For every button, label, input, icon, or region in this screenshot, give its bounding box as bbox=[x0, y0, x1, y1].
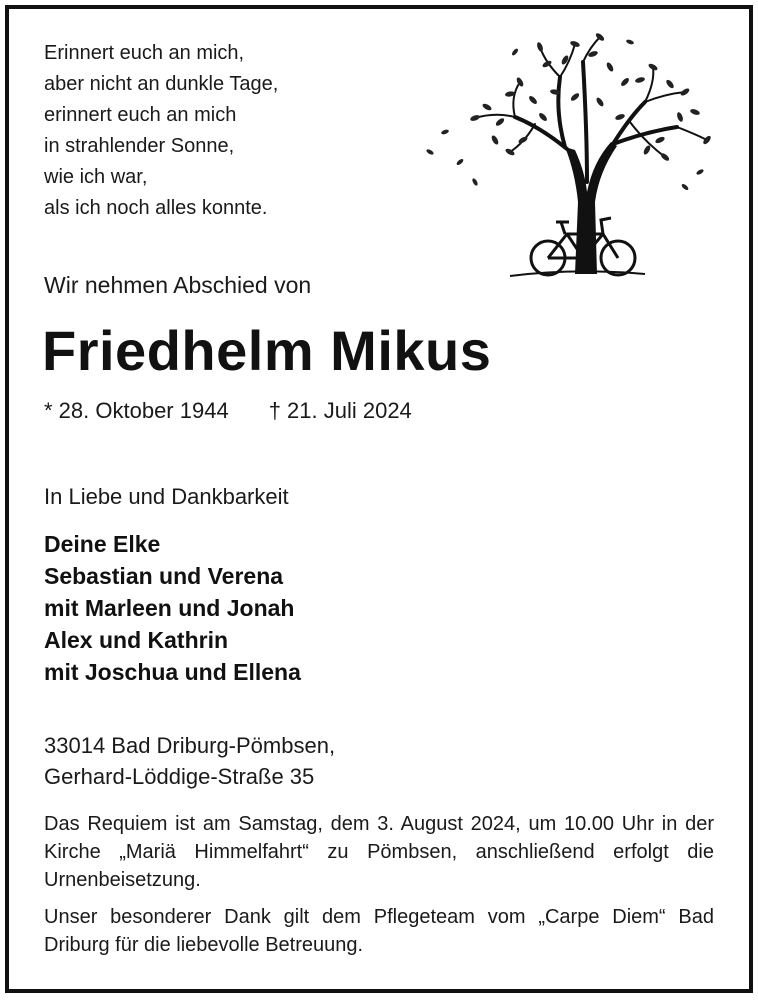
poem-line: in strahlender Sonne, bbox=[44, 135, 235, 157]
poem-line: aber nicht an dunkle Tage, bbox=[44, 73, 279, 95]
life-dates bbox=[44, 398, 412, 424]
thanks-paragraph: Unser besonderer Dank gilt dem Pflegeteam vom „Carpe Diem“ Bad Driburg für die liebevolle Betreuung. bbox=[44, 906, 714, 956]
mourner-line: Sebastian und Verena bbox=[44, 563, 284, 589]
death-date: † 21. Juli 2024 bbox=[268, 398, 412, 423]
farewell-intro: Wir nehmen Abschied von bbox=[44, 272, 312, 298]
love-line: In Liebe und Dankbarkeit bbox=[44, 484, 289, 509]
mourner-line: Deine Elke bbox=[44, 531, 161, 557]
deceased-name: Friedhelm Mikus bbox=[42, 319, 492, 382]
mourner-line: mit Marleen und Jonah bbox=[44, 595, 295, 621]
address-line-2: Gerhard-Löddige-Straße 35 bbox=[44, 764, 315, 789]
requiem-paragraph: Das Requiem ist am Samstag, dem 3. August 2024, um 10.00 Uhr in der Kirche „Mariä Himmelfahrt“ zu Pömbsen, anschließend erfolgt die Urnenbeisetzung. bbox=[44, 813, 714, 891]
poem-line: erinnert euch an mich bbox=[44, 104, 237, 126]
address-line-1: 33014 Bad Driburg-Pömbsen, bbox=[44, 733, 336, 758]
tree-with-bicycle-icon bbox=[415, 22, 715, 284]
address bbox=[44, 730, 335, 792]
mourners-list bbox=[44, 528, 301, 688]
poem-line: als ich noch alles konnte. bbox=[44, 197, 268, 219]
mourner-line: mit Joschua und Ellena bbox=[44, 659, 301, 685]
birth-date: * 28. Oktober 1944 bbox=[44, 398, 229, 423]
poem bbox=[44, 38, 278, 224]
poem-line: wie ich war, bbox=[44, 166, 148, 188]
poem-line: Erinnert euch an mich, bbox=[44, 42, 245, 64]
mourner-line: Alex und Kathrin bbox=[44, 627, 229, 653]
